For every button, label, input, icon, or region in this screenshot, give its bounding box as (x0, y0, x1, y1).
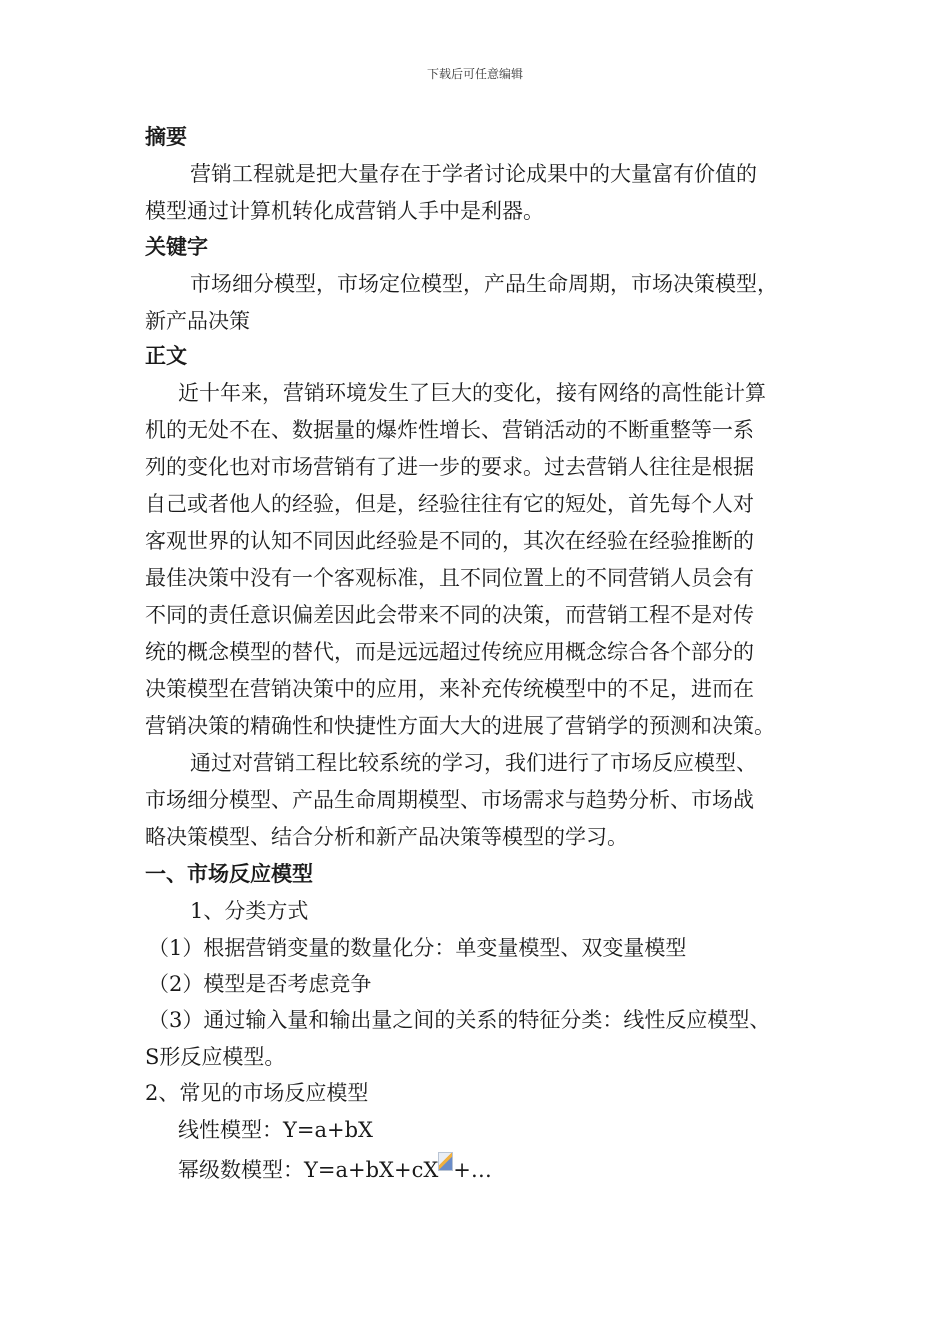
keywords-line: 新产品决策 (145, 309, 250, 333)
formula-power (178, 1152, 492, 1185)
subsection-heading: 2、常见的市场反应模型 (145, 1081, 369, 1105)
body-paragraph-line: 列的变化也对市场营销有了进一步的要求。过去营销人往往是根据 (145, 455, 754, 479)
keywords-heading: 关键字 (145, 234, 208, 259)
abstract-line: 营销工程就是把大量存在于学者讨论成果中的大量富有价值的 (190, 162, 757, 186)
body-paragraph-line: 通过对营销工程比较系统的学习，我们进行了市场反应模型、 (190, 751, 757, 775)
body-paragraph-line: 客观世界的认知不同因此经验是不同的，其次在经验在经验推断的 (145, 529, 754, 553)
page-header: 下载后可任意编辑 (426, 67, 523, 81)
keywords-line: 市场细分模型，市场定位模型，产品生命周期，市场决策模型， (190, 272, 778, 296)
formula-power-text: 幂级数模型：Y=a+bX+cX (178, 1158, 439, 1182)
formula-power-suffix: +… (453, 1158, 492, 1182)
body-paragraph-line: 市场细分模型、产品生命周期模型、市场需求与趋势分析、市场战 (145, 788, 754, 812)
abstract-heading: 摘要 (145, 124, 187, 149)
body-paragraph-line: 最佳决策中没有一个客观标准，且不同位置上的不同营销人员会有 (145, 566, 754, 590)
abstract-line: 模型通过计算机转化成营销人手中是利器。 (145, 199, 544, 223)
body-paragraph-line: 统的概念模型的替代，而是远远超过传统应用概念综合各个部分的 (145, 640, 754, 664)
subsection-heading: 1、分类方式 (190, 899, 309, 923)
body-heading: 正文 (145, 343, 187, 368)
list-item: （2）模型是否考虑竞争 (148, 972, 372, 996)
body-paragraph-line: 决策模型在营销决策中的应用，来补充传统模型中的不足，进而在 (145, 677, 754, 701)
formula-linear: 线性模型：Y=a+bX (178, 1118, 373, 1142)
body-paragraph-line: 略决策模型、结合分析和新产品决策等模型的学习。 (145, 825, 628, 849)
list-item: （1）根据营销变量的数量化分：单变量模型、双变量模型 (148, 936, 687, 960)
body-paragraph-line: 自己或者他人的经验，但是，经验往往有它的短处，首先每个人对 (145, 492, 754, 516)
section-heading: 一、市场反应模型 (145, 861, 313, 886)
body-paragraph-line: 近十年来，营销环境发生了巨大的变化，接有网络的高性能计算 (178, 381, 766, 405)
list-item: （3）通过输入量和输出量之间的关系的特征分类：线性反应模型、 (148, 1008, 771, 1032)
body-paragraph-line: 营销决策的精确性和快捷性方面大大的进展了营销学的预测和决策。 (145, 714, 775, 738)
broken-image-icon (438, 1152, 453, 1171)
list-item: S形反应模型。 (145, 1045, 286, 1069)
body-paragraph-line: 不同的责任意识偏差因此会带来不同的决策，而营销工程不是对传 (145, 603, 754, 627)
body-paragraph-line: 机的无处不在、数据量的爆炸性增长、营销活动的不断重整等一系 (145, 418, 754, 442)
